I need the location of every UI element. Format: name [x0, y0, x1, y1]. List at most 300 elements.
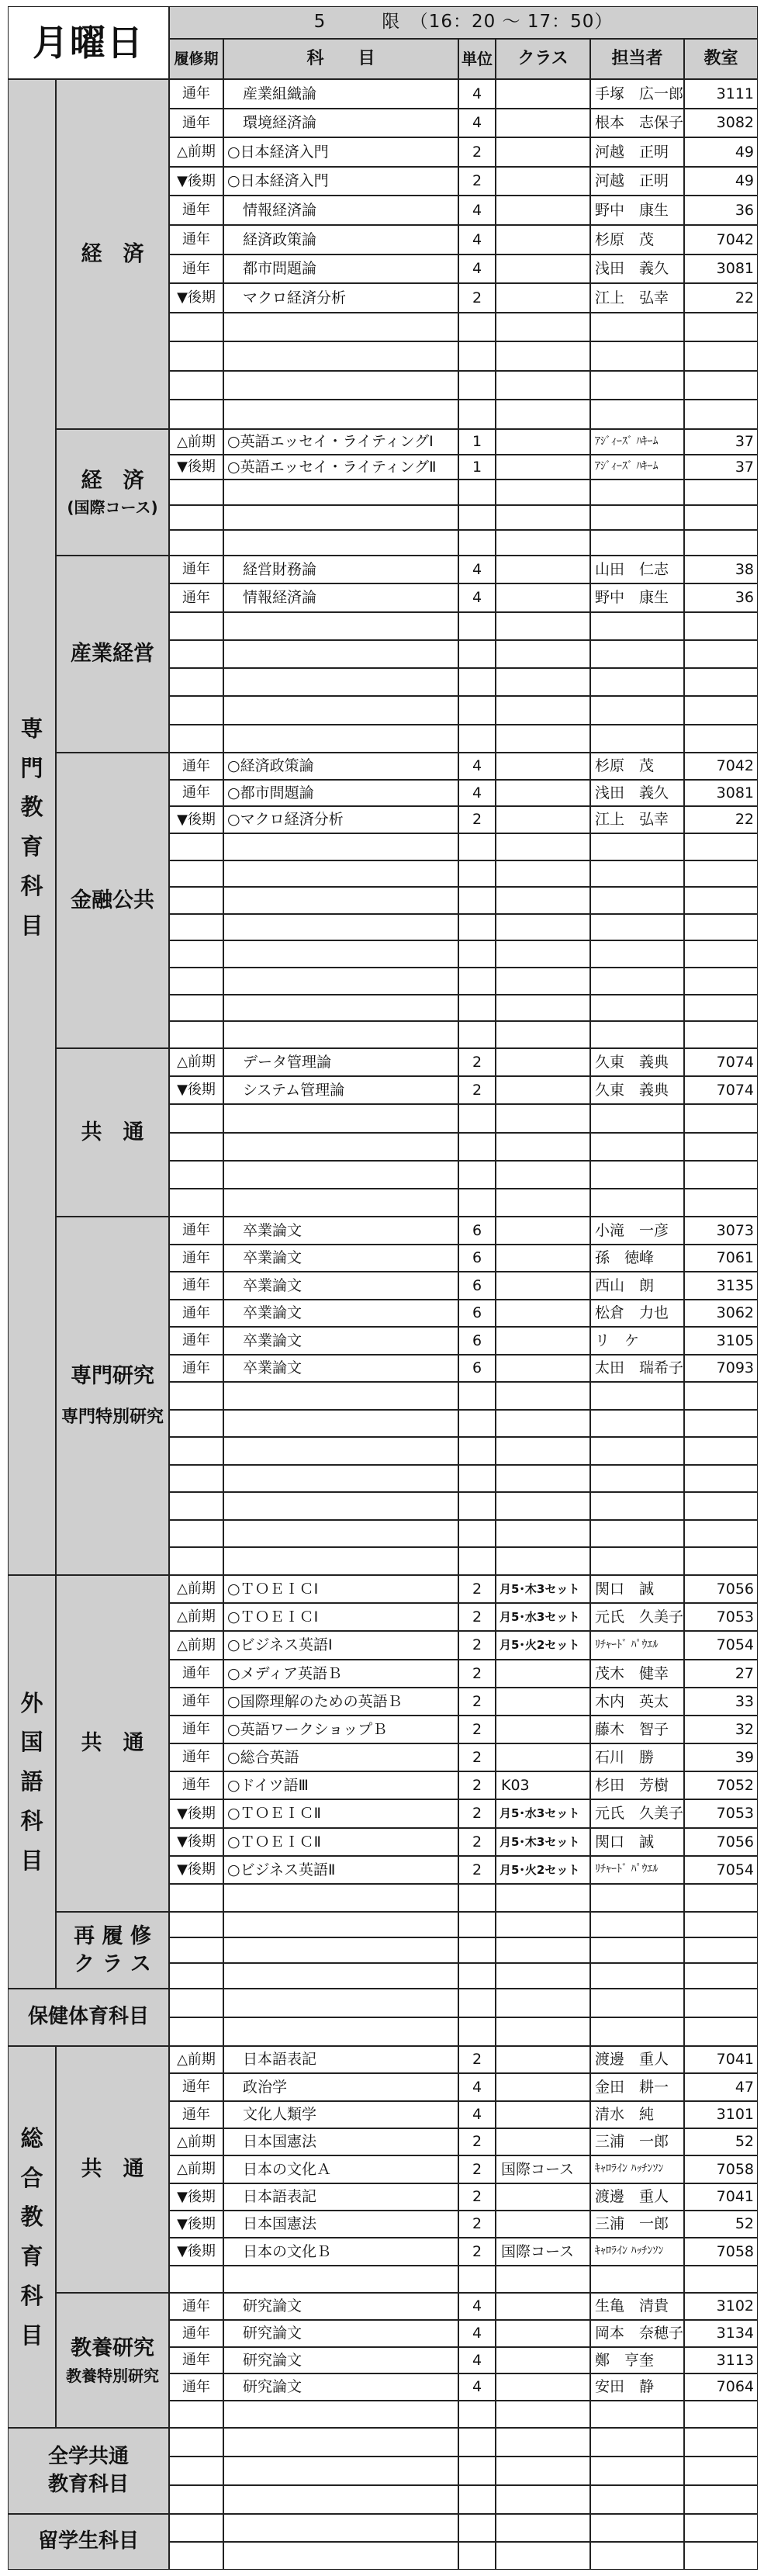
cell-subject: 卒業論文	[223, 1217, 458, 1245]
empty-cell	[496, 887, 590, 914]
empty-cell	[223, 2514, 458, 2542]
cell-class	[496, 109, 590, 137]
cell-class: 月5･火2セット	[496, 1856, 590, 1884]
cell-teacher: 安田 静	[590, 2373, 684, 2401]
empty-cell	[169, 1133, 223, 1161]
empty-cell	[458, 1437, 496, 1465]
empty-cell	[223, 1021, 458, 1048]
empty-cell	[458, 1104, 496, 1133]
cell-room: 52	[684, 2211, 758, 2238]
cell-subject: ○日本経済入門	[223, 137, 458, 167]
cell-subject: ○ＴＯＥＩＣⅡ	[223, 1828, 458, 1856]
empty-cell	[684, 400, 758, 429]
empty-cell	[684, 2457, 758, 2485]
empty-cell	[458, 1382, 496, 1410]
empty-cell	[169, 480, 223, 505]
cell-units: 2	[458, 1828, 496, 1856]
cell-room: 37	[684, 455, 758, 480]
cell-room: 7058	[684, 2155, 758, 2183]
empty-cell	[684, 1410, 758, 1437]
cell-subject: 研究論文	[223, 2347, 458, 2373]
cell-term: 通年	[169, 1743, 223, 1771]
empty-cell	[169, 2485, 223, 2514]
cell-teacher: 茂木 健幸	[590, 1660, 684, 1688]
cell-units: 6	[458, 1245, 496, 1272]
empty-cell	[223, 1410, 458, 1437]
cell-room: 32	[684, 1716, 758, 1743]
empty-cell	[496, 1133, 590, 1161]
cell-room: 22	[684, 283, 758, 313]
cell-teacher: 杉田 芳樹	[590, 1771, 684, 1799]
empty-cell	[496, 1963, 590, 1989]
cell-room: 7053	[684, 1799, 758, 1828]
empty-cell	[496, 1382, 590, 1410]
cell-term: 通年	[169, 1355, 223, 1382]
empty-cell	[684, 1382, 758, 1410]
empty-cell	[496, 1189, 590, 1217]
cell-units: 4	[458, 2347, 496, 2373]
cell-subject: 環境経済論	[223, 109, 458, 137]
empty-cell	[169, 1410, 223, 1437]
empty-cell	[684, 968, 758, 995]
empty-cell	[590, 1382, 684, 1410]
cell-class	[496, 1217, 590, 1245]
cell-units: 2	[458, 1603, 496, 1631]
column-header-subject: 科 目	[223, 39, 458, 79]
section-title: 留学生科目	[8, 2514, 169, 2570]
section-title	[56, 1575, 169, 1912]
cell-class	[496, 1688, 590, 1716]
cell-class	[496, 2293, 590, 2320]
cell-room: 7064	[684, 2373, 758, 2401]
cell-units: 2	[458, 2046, 496, 2073]
cell-class: 月5･木3セット	[496, 1828, 590, 1856]
cell-units: 4	[458, 2101, 496, 2128]
cell-class	[496, 1716, 590, 1743]
cell-subject: 経済政策論	[223, 225, 458, 254]
cell-units: 4	[458, 196, 496, 225]
cell-units: 2	[458, 2238, 496, 2266]
empty-cell	[169, 371, 223, 400]
empty-cell	[496, 1437, 590, 1465]
cell-units: 4	[458, 556, 496, 583]
cell-subject: 日本語表記	[223, 2183, 458, 2211]
cell-teacher: 藤木 智子	[590, 1716, 684, 1743]
section-title-text: 金融公共	[71, 888, 154, 912]
cell-teacher: 三浦 一郎	[590, 2128, 684, 2155]
empty-cell	[169, 612, 223, 640]
cell-teacher: 杉原 茂	[590, 753, 684, 780]
empty-cell	[590, 371, 684, 400]
empty-cell	[684, 860, 758, 887]
cell-units: 2	[458, 283, 496, 313]
cell-room: 7093	[684, 1355, 758, 1382]
empty-cell	[496, 612, 590, 640]
empty-cell	[458, 1989, 496, 2017]
empty-cell	[458, 640, 496, 668]
empty-cell	[169, 2542, 223, 2570]
cell-teacher: 山田 仁志	[590, 556, 684, 583]
cell-class	[496, 1355, 590, 1382]
empty-cell	[223, 668, 458, 696]
cell-subject: 日本国憲法	[223, 2128, 458, 2155]
empty-cell	[458, 1963, 496, 1989]
cell-units: 4	[458, 780, 496, 806]
empty-cell	[458, 1912, 496, 1937]
empty-cell	[169, 640, 223, 668]
empty-cell	[458, 940, 496, 968]
cell-class: 月5･水3セット	[496, 1603, 590, 1631]
cell-class	[496, 2073, 590, 2101]
cell-teacher: 金田 耕一	[590, 2073, 684, 2101]
cell-class	[496, 583, 590, 612]
cell-units: 2	[458, 1048, 496, 1076]
cell-units: 2	[458, 2155, 496, 2183]
cell-teacher: 木内 英太	[590, 1688, 684, 1716]
cell-term: △前期	[169, 2128, 223, 2155]
cell-room: 49	[684, 167, 758, 196]
cell-class: 月5･木3セット	[496, 1575, 590, 1603]
cell-teacher: 手塚 広一郎	[590, 79, 684, 109]
empty-cell	[496, 400, 590, 429]
empty-cell	[458, 914, 496, 940]
empty-cell	[684, 914, 758, 940]
cell-subject: ○ドイツ語Ⅲ	[223, 1771, 458, 1799]
cell-units: 6	[458, 1355, 496, 1382]
cell-room: 7041	[684, 2046, 758, 2073]
cell-term: ▼後期	[169, 455, 223, 480]
cell-units: 1	[458, 455, 496, 480]
empty-cell	[496, 2266, 590, 2293]
cell-term: △前期	[169, 2046, 223, 2073]
empty-cell	[684, 833, 758, 860]
column-header-term: 履修期	[169, 39, 223, 79]
empty-cell	[458, 2457, 496, 2485]
empty-cell	[458, 2542, 496, 2570]
section-title-text: 共 通	[81, 1731, 144, 1756]
empty-cell	[590, 1465, 684, 1492]
cell-subject: ○ビジネス英語Ⅱ	[223, 1856, 458, 1884]
cell-term: 通年	[169, 753, 223, 780]
cell-subject: ○ＴＯＥＩＣⅡ	[223, 1799, 458, 1828]
empty-cell	[496, 940, 590, 968]
empty-cell	[223, 1912, 458, 1937]
cell-teacher: 杉原 茂	[590, 225, 684, 254]
cell-units: 4	[458, 109, 496, 137]
empty-cell	[496, 2457, 590, 2485]
cell-room: 7056	[684, 1575, 758, 1603]
empty-cell	[223, 1133, 458, 1161]
empty-cell	[458, 968, 496, 995]
empty-cell	[458, 668, 496, 696]
cell-units: 2	[458, 167, 496, 196]
cell-units: 2	[458, 1716, 496, 1743]
cell-subject: データ管理論	[223, 1048, 458, 1076]
empty-cell	[458, 2401, 496, 2428]
cell-units: 6	[458, 1327, 496, 1355]
cell-subject: 政治学	[223, 2073, 458, 2101]
empty-cell	[590, 1937, 684, 1963]
section-subtitle: 教養特別研究	[66, 2366, 159, 2385]
cell-class	[496, 137, 590, 167]
cell-teacher: 鄭 亨奎	[590, 2347, 684, 2373]
empty-cell	[684, 1021, 758, 1048]
category-label: 専 門 教 育 科 目	[8, 79, 56, 1575]
cell-units: 2	[458, 1799, 496, 1828]
section-title-text: 専門研究	[71, 1364, 154, 1389]
cell-class	[496, 283, 590, 313]
cell-room: 49	[684, 137, 758, 167]
cell-room: 3101	[684, 2101, 758, 2128]
empty-cell	[590, 1133, 684, 1161]
cell-units: 2	[458, 806, 496, 833]
empty-cell	[590, 833, 684, 860]
cell-class	[496, 2211, 590, 2238]
empty-cell	[590, 2428, 684, 2457]
section-title-text: 再 履 修 ク ラ ス	[74, 1924, 151, 1976]
empty-cell	[169, 968, 223, 995]
cell-units: 2	[458, 1660, 496, 1688]
column-header-teacher: 担当者	[590, 39, 684, 79]
cell-subject: 日本の文化Ａ	[223, 2155, 458, 2183]
cell-class: 国際コース	[496, 2238, 590, 2266]
empty-cell	[223, 2401, 458, 2428]
cell-term: 通年	[169, 2347, 223, 2373]
empty-cell	[223, 1520, 458, 1547]
empty-cell	[684, 2428, 758, 2457]
empty-cell	[458, 1520, 496, 1547]
cell-subject: ○ビジネス英語Ⅰ	[223, 1631, 458, 1660]
empty-cell	[496, 341, 590, 371]
column-header-units: 単位	[458, 39, 496, 79]
cell-subject: 研究論文	[223, 2293, 458, 2320]
cell-subject: システム管理論	[223, 1076, 458, 1104]
empty-cell	[684, 505, 758, 530]
cell-term: 通年	[169, 583, 223, 612]
empty-cell	[496, 696, 590, 725]
cell-teacher: 江上 弘幸	[590, 806, 684, 833]
cell-teacher: 浅田 義久	[590, 780, 684, 806]
cell-class	[496, 225, 590, 254]
empty-cell	[169, 1989, 223, 2017]
empty-cell	[590, 640, 684, 668]
empty-cell	[223, 914, 458, 940]
category-label: 外 国 語 科 目	[8, 1575, 56, 1989]
section-title-text: 産業経営	[71, 642, 154, 667]
empty-cell	[590, 1189, 684, 1217]
cell-term: ▼後期	[169, 806, 223, 833]
cell-room: 36	[684, 196, 758, 225]
cell-units: 6	[458, 1300, 496, 1327]
empty-cell	[169, 505, 223, 530]
cell-teacher: 孫 徳峰	[590, 1245, 684, 1272]
empty-cell	[590, 1989, 684, 2017]
empty-cell	[169, 1189, 223, 1217]
empty-cell	[223, 1547, 458, 1575]
cell-units: 4	[458, 2073, 496, 2101]
empty-cell	[684, 1937, 758, 1963]
cell-term: △前期	[169, 1575, 223, 1603]
cell-teacher: 太田 瑞希子	[590, 1355, 684, 1382]
cell-teacher: 清水 純	[590, 2101, 684, 2128]
empty-cell	[458, 1547, 496, 1575]
section-title: 保健体育科目	[8, 1989, 169, 2046]
cell-subject: 研究論文	[223, 2373, 458, 2401]
cell-term: 通年	[169, 556, 223, 583]
empty-cell	[590, 1520, 684, 1547]
cell-subject: ○英語エッセイ・ライティングⅠ	[223, 429, 458, 455]
empty-cell	[223, 480, 458, 505]
cell-term: 通年	[169, 1272, 223, 1300]
cell-units: 4	[458, 753, 496, 780]
empty-cell	[684, 2485, 758, 2514]
cell-room: 3081	[684, 780, 758, 806]
empty-cell	[169, 668, 223, 696]
empty-cell	[223, 1884, 458, 1912]
cell-teacher: 関口 誠	[590, 1828, 684, 1856]
cell-room: 52	[684, 2128, 758, 2155]
empty-cell	[496, 2485, 590, 2514]
empty-cell	[496, 2401, 590, 2428]
empty-cell	[496, 2542, 590, 2570]
cell-units: 4	[458, 583, 496, 612]
cell-class	[496, 2347, 590, 2373]
empty-cell	[458, 833, 496, 860]
empty-cell	[590, 2457, 684, 2485]
cell-class	[496, 1327, 590, 1355]
empty-cell	[684, 1547, 758, 1575]
empty-cell	[590, 1437, 684, 1465]
cell-room: 7042	[684, 753, 758, 780]
cell-units: 4	[458, 2373, 496, 2401]
empty-cell	[458, 505, 496, 530]
cell-class	[496, 2320, 590, 2347]
empty-cell	[590, 995, 684, 1021]
empty-cell	[169, 1437, 223, 1465]
empty-cell	[684, 1465, 758, 1492]
section-title	[56, 1912, 169, 1989]
section-title	[56, 753, 169, 1048]
cell-term: ▼後期	[169, 167, 223, 196]
cell-teacher: ﾘﾁｬｰﾄﾞ ﾊﾟｳｴﾙ	[590, 1631, 684, 1660]
empty-cell	[458, 2514, 496, 2542]
cell-subject: ○メディア英語Ｂ	[223, 1660, 458, 1688]
cell-term: ▼後期	[169, 1828, 223, 1856]
cell-class	[496, 1743, 590, 1771]
cell-room: 3134	[684, 2320, 758, 2347]
cell-subject: 産業組織論	[223, 79, 458, 109]
cell-class	[496, 1272, 590, 1300]
period-header: 5 限 （16：20 ～ 17：50）	[169, 6, 758, 39]
cell-room: 7052	[684, 1771, 758, 1799]
cell-room: 3105	[684, 1327, 758, 1355]
empty-cell	[169, 887, 223, 914]
cell-teacher: 小滝 一彦	[590, 1217, 684, 1245]
empty-cell	[458, 1937, 496, 1963]
empty-cell	[590, 505, 684, 530]
section-title-text: 経 済	[81, 468, 144, 493]
empty-cell	[590, 480, 684, 505]
empty-cell	[496, 1884, 590, 1912]
cell-teacher: 根本 志保子	[590, 109, 684, 137]
empty-cell	[684, 1989, 758, 2017]
cell-units: 2	[458, 1771, 496, 1799]
cell-units: 2	[458, 1076, 496, 1104]
cell-teacher: 浅田 義久	[590, 254, 684, 283]
cell-room: 3062	[684, 1300, 758, 1327]
empty-cell	[590, 1912, 684, 1937]
cell-subject: 日本語表記	[223, 2046, 458, 2073]
empty-cell	[496, 1989, 590, 2017]
cell-units: 4	[458, 225, 496, 254]
empty-cell	[684, 480, 758, 505]
empty-cell	[223, 1382, 458, 1410]
empty-cell	[496, 1547, 590, 1575]
cell-subject: ○日本経済入門	[223, 167, 458, 196]
empty-cell	[590, 2514, 684, 2542]
empty-cell	[223, 2542, 458, 2570]
category-label: 総 合 教 育 科 目	[8, 2046, 56, 2428]
empty-cell	[223, 1465, 458, 1492]
empty-cell	[590, 725, 684, 753]
empty-cell	[223, 940, 458, 968]
empty-cell	[458, 530, 496, 556]
empty-cell	[590, 1884, 684, 1912]
empty-cell	[496, 2514, 590, 2542]
cell-teacher: 三浦 一郎	[590, 2211, 684, 2238]
cell-units: 6	[458, 1217, 496, 1245]
cell-teacher: 渡邊 重人	[590, 2046, 684, 2073]
cell-term: ▼後期	[169, 1856, 223, 1884]
cell-term: 通年	[169, 2373, 223, 2401]
empty-cell	[223, 1492, 458, 1520]
empty-cell	[684, 341, 758, 371]
cell-class	[496, 455, 590, 480]
empty-cell	[223, 2266, 458, 2293]
cell-class: 月5･水3セット	[496, 1799, 590, 1828]
cell-teacher: ｱｼﾞｨｰｽﾞ ﾊｷｰﾑ	[590, 429, 684, 455]
cell-class	[496, 780, 590, 806]
empty-cell	[496, 640, 590, 668]
cell-subject: ○英語ワークショップＢ	[223, 1716, 458, 1743]
empty-cell	[223, 612, 458, 640]
empty-cell	[458, 480, 496, 505]
empty-cell	[590, 1492, 684, 1520]
cell-term: △前期	[169, 429, 223, 455]
empty-cell	[684, 1492, 758, 1520]
empty-cell	[496, 1465, 590, 1492]
empty-cell	[458, 725, 496, 753]
empty-cell	[169, 1547, 223, 1575]
cell-subject: 卒業論文	[223, 1245, 458, 1272]
cell-class	[496, 1048, 590, 1076]
cell-room: 7056	[684, 1828, 758, 1856]
empty-cell	[169, 940, 223, 968]
empty-cell	[458, 2266, 496, 2293]
cell-units: 4	[458, 2293, 496, 2320]
empty-cell	[496, 505, 590, 530]
cell-room: 7054	[684, 1631, 758, 1660]
empty-cell	[590, 530, 684, 556]
empty-cell	[590, 1161, 684, 1189]
cell-room: 36	[684, 583, 758, 612]
empty-cell	[590, 400, 684, 429]
empty-cell	[223, 1989, 458, 2017]
cell-teacher: 生亀 清貴	[590, 2293, 684, 2320]
empty-cell	[684, 995, 758, 1021]
section-title	[56, 2293, 169, 2428]
empty-cell	[169, 914, 223, 940]
